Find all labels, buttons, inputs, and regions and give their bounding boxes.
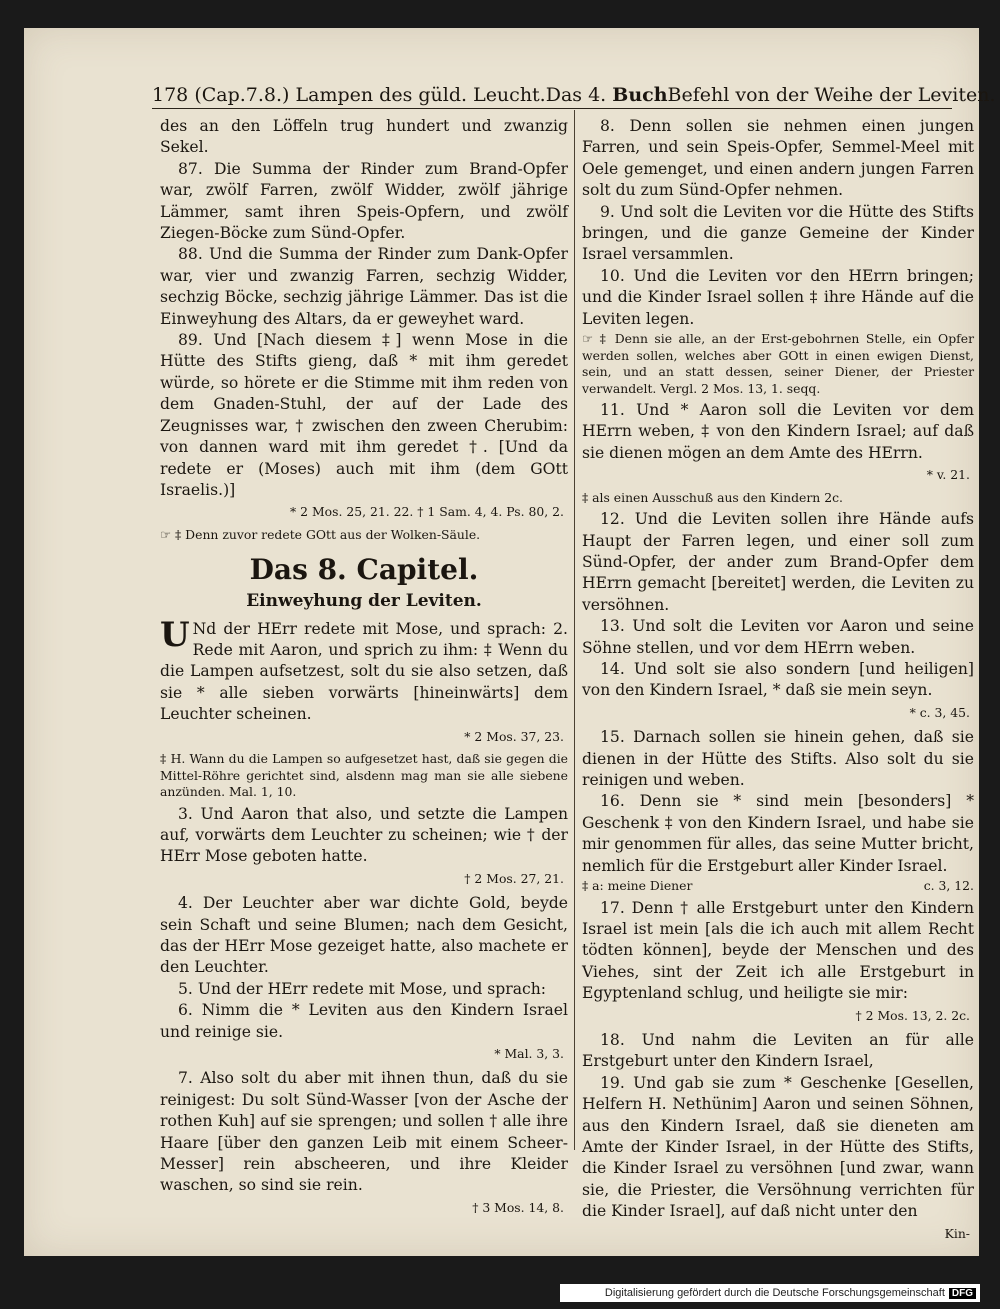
- right-column: [582, 116, 974, 1241]
- catchword: Kin-: [944, 1225, 970, 1241]
- verse-19: 19. Und gab sie zum * Geschenke [Gesellen, Helfern H. Nethünim] Aaron und seinen Söhnen, aus den Kindern Israel, daß sie dieneten am Amte der Kinder Israel, in der Hütte des Stifts, die Kinder Israel zu versöhnen [und zwar, wann sie, die Priester, die Versöhnung verrichten für die Kinder Israel], auf daß nicht unter den: [582, 1073, 974, 1221]
- verse-4: 4. Der Leuchter aber war dichte Gold, beyde sein Schaft und seine Blumen; nach dem Gesicht, das der HErr Mose gezeiget hatte, also machete er den Leuchter.: [160, 894, 568, 977]
- cross-reference: * Mal. 3, 3.: [494, 1046, 564, 1062]
- footnote: ‡ als einen Ausschuß aus den Kindern 2c.: [582, 489, 843, 505]
- dfg-logo: DFG: [949, 1288, 976, 1299]
- left-column: [160, 116, 568, 1215]
- footnote: ☞ ‡ Denn sie alle, an der Erst-gebohrnen Stelle, ein Opfer werden sollen, welches aber GOtt in einen ewigen Dienst, sein, und an statt dessen, seiner Diener, der Priester verwandelt. Vergl. 2 Mos. 13, 1. seqq.: [582, 331, 974, 396]
- chapter-title: Das 8. Capitel.: [249, 553, 479, 587]
- right-title: Befehl von der Weihe der Leviten.: [667, 84, 996, 106]
- left-title: Lampen des güld. Leucht.: [295, 84, 546, 106]
- footnote: ‡ H. Wann du die Lampen so aufgesetzet hast, daß sie gegen die Mittel-Röhre gerichtet sind, alsdenn mag man sie alle siebene anzünden. Mal. 1, 10.: [160, 751, 568, 800]
- cross-reference: c. 3, 12.: [923, 878, 974, 894]
- verse-11: 11. Und * Aaron soll die Leviten vor dem HErrn weben, ‡ von den Kindern Israel; auf daß sie dienen mögen an dem Amte des HErrn.: [582, 401, 974, 462]
- digitization-footer: [560, 1284, 980, 1302]
- cross-reference: * 2 Mos. 25, 21. 22. † 1 Sam. 4, 4. Ps. 80, 2.: [290, 504, 564, 520]
- verse-89: 89. Und [Nach diesem ‡] wenn Mose in die Hütte des Stifts gieng, daß * mit ihm geredet würde, so hörete er die Stimme mit ihm reden von dem Gnaden-Stuhl, der auf der Lade des Zeugnisses war, † zwischen den zween Cherubim: von dannen ward mit ihm geredet †. [Und da redete er (Moses) auch mit ihm (dem GOtt Israelis.)]: [160, 331, 568, 499]
- verse-text: des an den Löffeln trug hundert und zwanzig Sekel.: [160, 117, 568, 157]
- verse-8: 8. Denn sollen sie nehmen einen jungen Farren, und sein Speis-Opfer, Semmel-Meel mit Oele gemenget, und einen andern jungen Farren solt du zum Sünd-Opfer nehmen.: [582, 117, 974, 200]
- verse-87: 87. Die Summa der Rinder zum Brand-Opfer war, zwölf Farren, zwölf Widder, zwölf jährige Lämmer, samt ihren Speis-Opfern, und zwölf Ziegen-Böcke zum Sünd-Opfer.: [160, 159, 568, 243]
- cross-reference: † 2 Mos. 27, 21.: [464, 870, 564, 886]
- drop-cap: U: [160, 614, 190, 655]
- verse-13: 13. Und solt die Leviten vor Aaron und seine Söhne stellen, und vor dem HErrn weben.: [582, 617, 974, 657]
- verse-5: 5. Und der HErr redete mit Mose, und sprach:: [178, 979, 547, 998]
- chapter-ref: (Cap.7.8.): [194, 84, 290, 106]
- cross-reference: † 2 Mos. 13, 2. 2c.: [855, 1007, 970, 1023]
- book-label: Das 4.: [545, 84, 607, 106]
- verse-15: 15. Darnach sollen sie hinein gehen, daß sie dienen in der Hütte des Stifts. Also solt du sie reinigen und weben.: [582, 728, 974, 790]
- verse-1-2-text: Nd der HErr redete mit Mose, und sprach: 2. Rede mit Aaron, und sprich zu ihm: ‡ Wenn du die Lampen aufsetzest, solt du sie also setzen, daß sie * alle sieben vorwärts [hineinwärts] dem Leuchter scheinen.: [160, 619, 568, 724]
- footnote: [582, 878, 974, 895]
- verse-88: 88. Und die Summa der Rinder zum Dank-Opfer war, vier und zwanzig Farren, sechzig Widder, sechzig Böcke, sechzig jährige Lämmer. Das ist die Einweyhung des Altars, da er geweyhet ward.: [160, 245, 568, 328]
- running-header: [152, 78, 996, 109]
- chapter-subtitle: Einweyhung der Leviten.: [246, 591, 482, 612]
- verse-10: 10. Und die Leviten vor den HErrn bringen; und die Kinder Israel sollen ‡ ihre Hände auf die Leviten legen.: [582, 266, 974, 328]
- cross-reference: † 3 Mos. 14, 8.: [472, 1199, 564, 1215]
- cross-reference: * v. 21.: [926, 467, 970, 483]
- verse-9: 9. Und solt die Leviten vor die Hütte des Stifts bringen, und die ganze Gemeine der Kinder Israel versammlen.: [582, 202, 974, 264]
- verse-18: 18. Und nahm die Leviten an für alle Erstgeburt unter den Kindern Israel,: [582, 1031, 974, 1071]
- verse-1-2: [160, 614, 568, 726]
- column-divider: [574, 110, 575, 1150]
- verse-3: 3. Und Aaron that also, und setzte die Lampen auf, vorwärts dem Leuchter zu scheinen; wie † der HErr Mose geboten hatte.: [160, 804, 568, 866]
- book-label-wrap: [546, 84, 668, 106]
- verse-6: 6. Nimm die * Leviten aus den Kindern Israel und reinige sie.: [160, 1001, 568, 1041]
- page-number-chapter: [152, 84, 546, 106]
- cross-reference: * c. 3, 45.: [909, 704, 970, 720]
- verse-14: 14. Und solt sie also sondern [und heiligen] von den Kindern Israel, * daß sie mein seyn.: [582, 660, 974, 700]
- book-word: Buch: [612, 84, 668, 106]
- verse-16: 16. Denn sie * sind mein [besonders] * Geschenk ‡ von den Kindern Israel, und habe sie mir genommen für alles, das seine Mutter bricht, nemlich für die Erstgeburt aller Kinder Israel.: [582, 792, 974, 875]
- verse-7: 7. Also solt du aber mit ihnen thun, daß du sie reinigest: Du solt Sünd-Wasser [von der Asche der rothen Kuh] auf sie sprengen; und sollen † alle ihre Haare [über den ganzen Leib mit einem Scheer-Messer] rein abscheeren, und ihre Kleider waschen, so sind sie rein.: [160, 1069, 568, 1195]
- verse-12: 12. Und die Leviten sollen ihre Hände aufs Haupt der Farren legen, und einer soll zum Sünd-Opfer, der ander zum Brand-Opfer dem HErrn gemacht [bereitet] werden, die Leviten zu versöhnen.: [582, 510, 974, 614]
- footnote: ☞ ‡ Denn zuvor redete GOtt aus der Wolken-Säule.: [160, 526, 481, 542]
- footer-text: Digitalisierung gefördert durch die Deutsche Forschungsgemeinschaft: [604, 1287, 945, 1299]
- cross-reference: * 2 Mos. 37, 23.: [464, 728, 564, 744]
- page-number: 178: [152, 84, 189, 106]
- verse-17: 17. Denn † alle Erstgeburt unter den Kindern Israel ist mein [als die ich auch mit allem Recht tödten können], beyde der Menschen und des Viehes, sint der Zeit ich alle Erstgeburt in Egyptenland schlug, und heiligte sie mir:: [582, 898, 974, 1003]
- footnote-text: ‡ a: meine Diener: [582, 878, 693, 894]
